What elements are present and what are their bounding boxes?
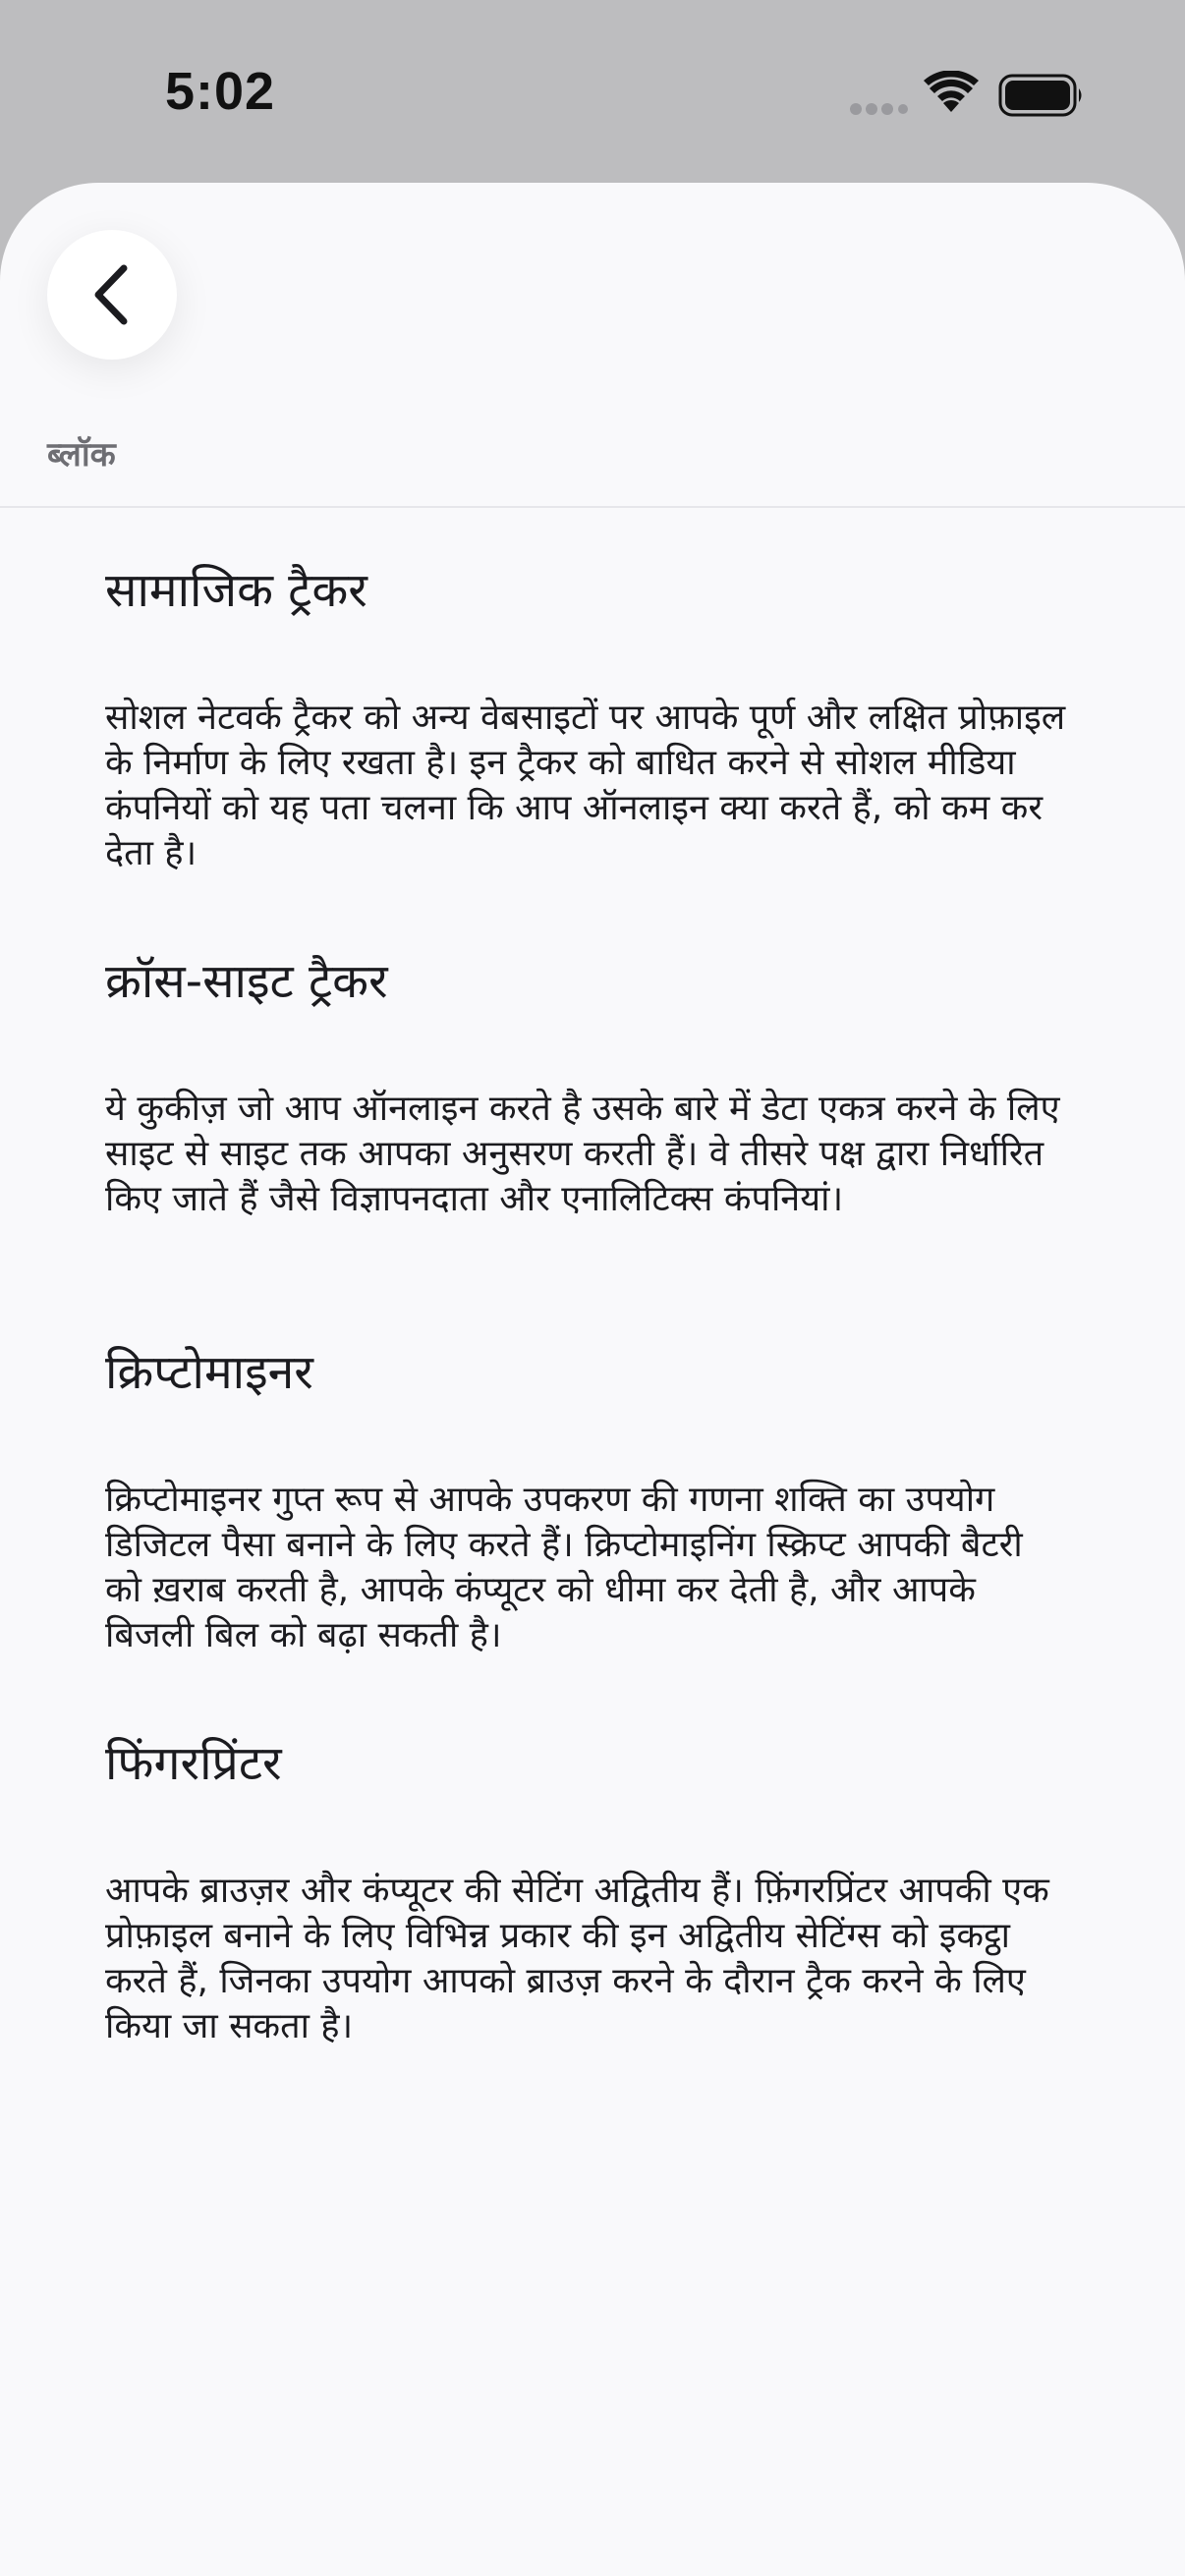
section-title: क्रिप्टोमाइनर [105,1345,313,1400]
status-bar [0,0,1185,183]
back-button[interactable] [47,230,177,360]
page-title: ब्लॉक [47,435,116,475]
section-fingerprinters [105,1729,1068,2049]
section-cross-site-trackers [105,947,1068,1267]
section-cryptominers [105,1338,1068,1658]
battery-icon [998,73,1085,118]
wifi-icon [924,71,979,114]
section-description: ये कुकीज़ जो आप ऑनलाइन करते है उसके बारे में डेटा एकत्र करने के लिए साइट से साइट तक आपका अनुसरण करती हैं। वे तीसरे पक्ष द्वारा निर्धारित किए जाते हैं जैसे विज्ञापनदाता और एनालिटिक्स कंपनियां। [105,1089,1060,1219]
section-title: क्रॉस-साइट ट्रैकर [105,954,388,1009]
section-description: आपके ब्राउज़र और कंप्यूटर की सेटिंग अद्वितीय हैं। फ़िंगरप्रिंटर आपकी एक प्रोफ़ाइल बनाने के लिए विभिन्न प्रकार की इन अद्वितीय सेटिंग्स को इकट्ठा करते हैं, जिनका उपयोग आपको ब्राउज़ करने के दौरान ट्रैक करने के लिए किया जा सकता है। [105,1871,1049,2046]
status-time: 5:02 [165,62,276,121]
tracker-info-list [105,556,1068,2049]
section-description: क्रिप्टोमाइनर गुप्त रूप से आपके उपकरण की गणना शक्ति का उपयोग डिजिटल पैसा बनाने के लिए करते हैं। क्रिप्टोमाइनिंग स्क्रिप्ट आपकी बैटरी को ख़राब करती है, आपके कंप्यूटर को धीमा कर देती है, और आपके बिजली बिल को बढ़ा सकती है। [105,1480,1023,1655]
section-description: सोशल नेटवर्क ट्रैकर को अन्य वेबसाइटों पर आपके पूर्ण और लक्षित प्रोफ़ाइल के निर्माण के लिए रखता है। इन ट्रैकर को बाधित करने से सोशल मीडिया कंपनियों को यह पता चलना कि आप ऑनलाइन क्या करते हैं, को कम कर देता है। [105,698,1066,873]
section-title: सामाजिक ट्रैकर [105,563,367,618]
detail-sheet [0,183,1185,2576]
section-social-trackers [105,556,1068,876]
cellular-signal-icon [849,102,908,116]
section-title: फिंगरप्रिंटर [105,1736,282,1791]
chevron-left-icon [88,260,136,329]
header-divider [0,506,1185,508]
